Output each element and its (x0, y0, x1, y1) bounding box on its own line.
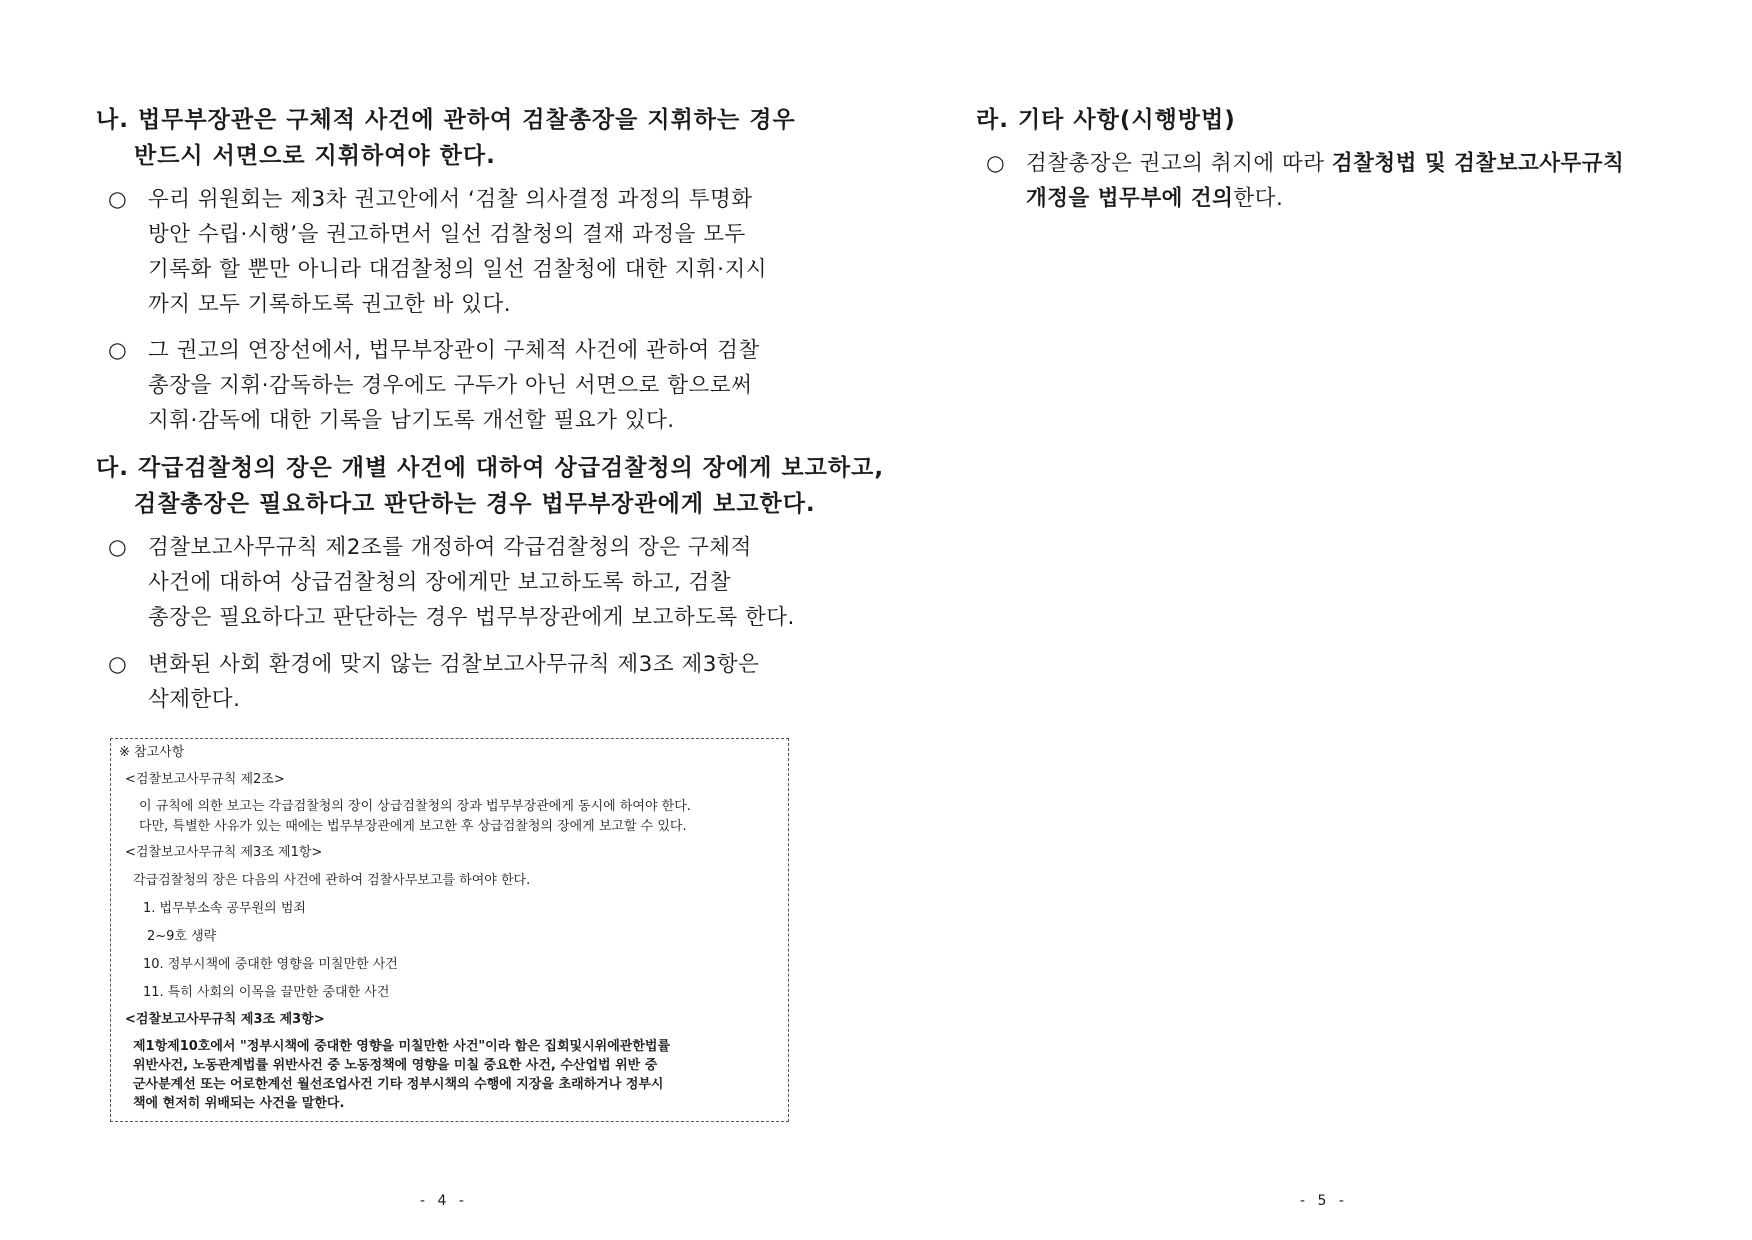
art2-text2: 다만, 특별한 사유가 있는 때에는 법무부장관에게 보고한 후 상급검찰청의 장에게 보고할 수 있다. (139, 819, 687, 834)
ref-item-2-9: 2~9호 생략 (147, 929, 217, 944)
bullet-circle-icon: ○ (108, 535, 128, 560)
da-p1-line2: 사건에 대하여 상급검찰청의 장에게만 보고하도록 하고, 검찰 (148, 570, 732, 595)
ra-p1-line2-plain: 한다. (1233, 186, 1284, 211)
page-number-left: - 4 - (420, 1193, 468, 1209)
section-ra-line1: 라. 기타 사항(시행방법) (976, 107, 1236, 133)
art3-1-text: 각급검찰청의 장은 다음의 사건에 관하여 검찰사무보고를 하여야 한다. (133, 873, 531, 888)
art3-3-line3: 군사분계선 또는 어로한계선 월선조업사건 기타 정부시책의 수행에 지장을 초래하거나 정부시 (133, 1077, 664, 1092)
ra-p1-line2-bold: 개정을 법무부에 건의 (1026, 186, 1234, 211)
section-na-heading (96, 102, 796, 174)
bullet-circle-icon: ○ (108, 652, 128, 677)
da-p1-line3: 총장은 필요하다고 판단하는 경우 법무부장관에게 보고하도록 한다. (148, 605, 795, 630)
na-p1-line4: 까지 모두 기록하도록 권고한 바 있다. (148, 292, 512, 317)
ra-p1-line1-plain: 검찰총장은 권고의 취지에 따라 (1026, 151, 1332, 176)
na-p2-line2: 총장을 지휘·감독하는 경우에도 구두가 아닌 서면으로 함으로써 (148, 373, 753, 398)
ref-item-10: 10. 정부시책에 중대한 영향을 미칠만한 사건 (143, 957, 398, 972)
da-p2-line1: 변화된 사회 환경에 맞지 않는 검찰보고사무규칙 제3조 제3항은 (148, 652, 760, 677)
section-ra-heading (976, 102, 1236, 138)
art3-3-title: <검찰보고사무규칙 제3조 제3항> (125, 1012, 325, 1027)
page-number-right: - 5 - (1300, 1193, 1348, 1209)
art3-3-line2: 위반사건, 노동관계법률 위반사건 중 노동정책에 영향을 미칠 중요한 사건, 수산업법 위반 중 (133, 1058, 658, 1073)
art2-text1: 이 규칙에 의한 보고는 각급검찰청의 장이 상급검찰청의 장과 법무부장관에게 동시에 하여야 한다. (139, 799, 691, 814)
section-da-line2: 검찰총장은 필요하다고 판단하는 경우 법무부장관에게 보고한다. (134, 491, 816, 517)
section-da-line1: 다. 각급검찰청의 장은 개별 사건에 대하여 상급검찰청의 장에게 보고하고, (96, 455, 885, 481)
na-p1-line2: 방안 수립·시행’을 권고하면서 일선 검찰청의 결재 과정을 모두 (148, 222, 746, 247)
bullet-circle-icon: ○ (986, 151, 1006, 176)
ref-item-1: 1. 법무부소속 공무원의 범죄 (143, 901, 306, 916)
right-page (876, 0, 1752, 1240)
section-na-line1: 나. 법무부장관은 구체적 사건에 관하여 검찰총장을 지휘하는 경우 (96, 107, 796, 133)
na-paragraph-1 (108, 182, 767, 322)
na-paragraph-2 (108, 333, 760, 438)
ref-item-11: 11. 특히 사회의 이목을 끌만한 중대한 사건 (143, 985, 390, 1000)
reference-box (110, 738, 789, 1122)
na-p2-line3: 지휘·감독에 대한 기록을 남기도록 개선할 필요가 있다. (148, 408, 675, 433)
section-da-heading (96, 450, 884, 522)
art3-3-line1: 제1항제10호에서 "정부시책에 중대한 영향을 미칠만한 사건"이라 함은 집회및시위에관한법률 (133, 1039, 671, 1054)
art3-1-title: <검찰보고사무규칙 제3조 제1항> (125, 845, 323, 860)
ra-p1-line1-bold: 검찰청법 및 검찰보고사무규칙 (1331, 151, 1625, 176)
art2-title: <검찰보고사무규칙 제2조> (125, 772, 285, 787)
art3-3-line4: 책에 현저히 위배되는 사건을 말한다. (133, 1096, 345, 1111)
da-paragraph-1 (108, 530, 795, 635)
na-p1-line1: 우리 위원회는 제3차 권고안에서 ‘검찰 의사결정 과정의 투명화 (148, 187, 753, 212)
ra-paragraph-1 (986, 146, 1624, 216)
da-p2-line2: 삭제한다. (148, 687, 241, 712)
section-na-line2: 반드시 서면으로 지휘하여야 한다. (134, 143, 496, 169)
na-p1-line3: 기록화 할 뿐만 아니라 대검찰청의 일선 검찰청에 대한 지휘·지시 (148, 257, 768, 282)
bullet-circle-icon: ○ (108, 338, 128, 363)
bullet-circle-icon: ○ (108, 187, 128, 212)
da-paragraph-2 (108, 647, 759, 717)
da-p1-line1: 검찰보고사무규칙 제2조를 개정하여 각급검찰청의 장은 구체적 (148, 535, 752, 560)
na-p2-line1: 그 권고의 연장선에서, 법무부장관이 구체적 사건에 관하여 검찰 (148, 338, 760, 363)
reference-title: ※ 참고사항 (119, 745, 185, 760)
